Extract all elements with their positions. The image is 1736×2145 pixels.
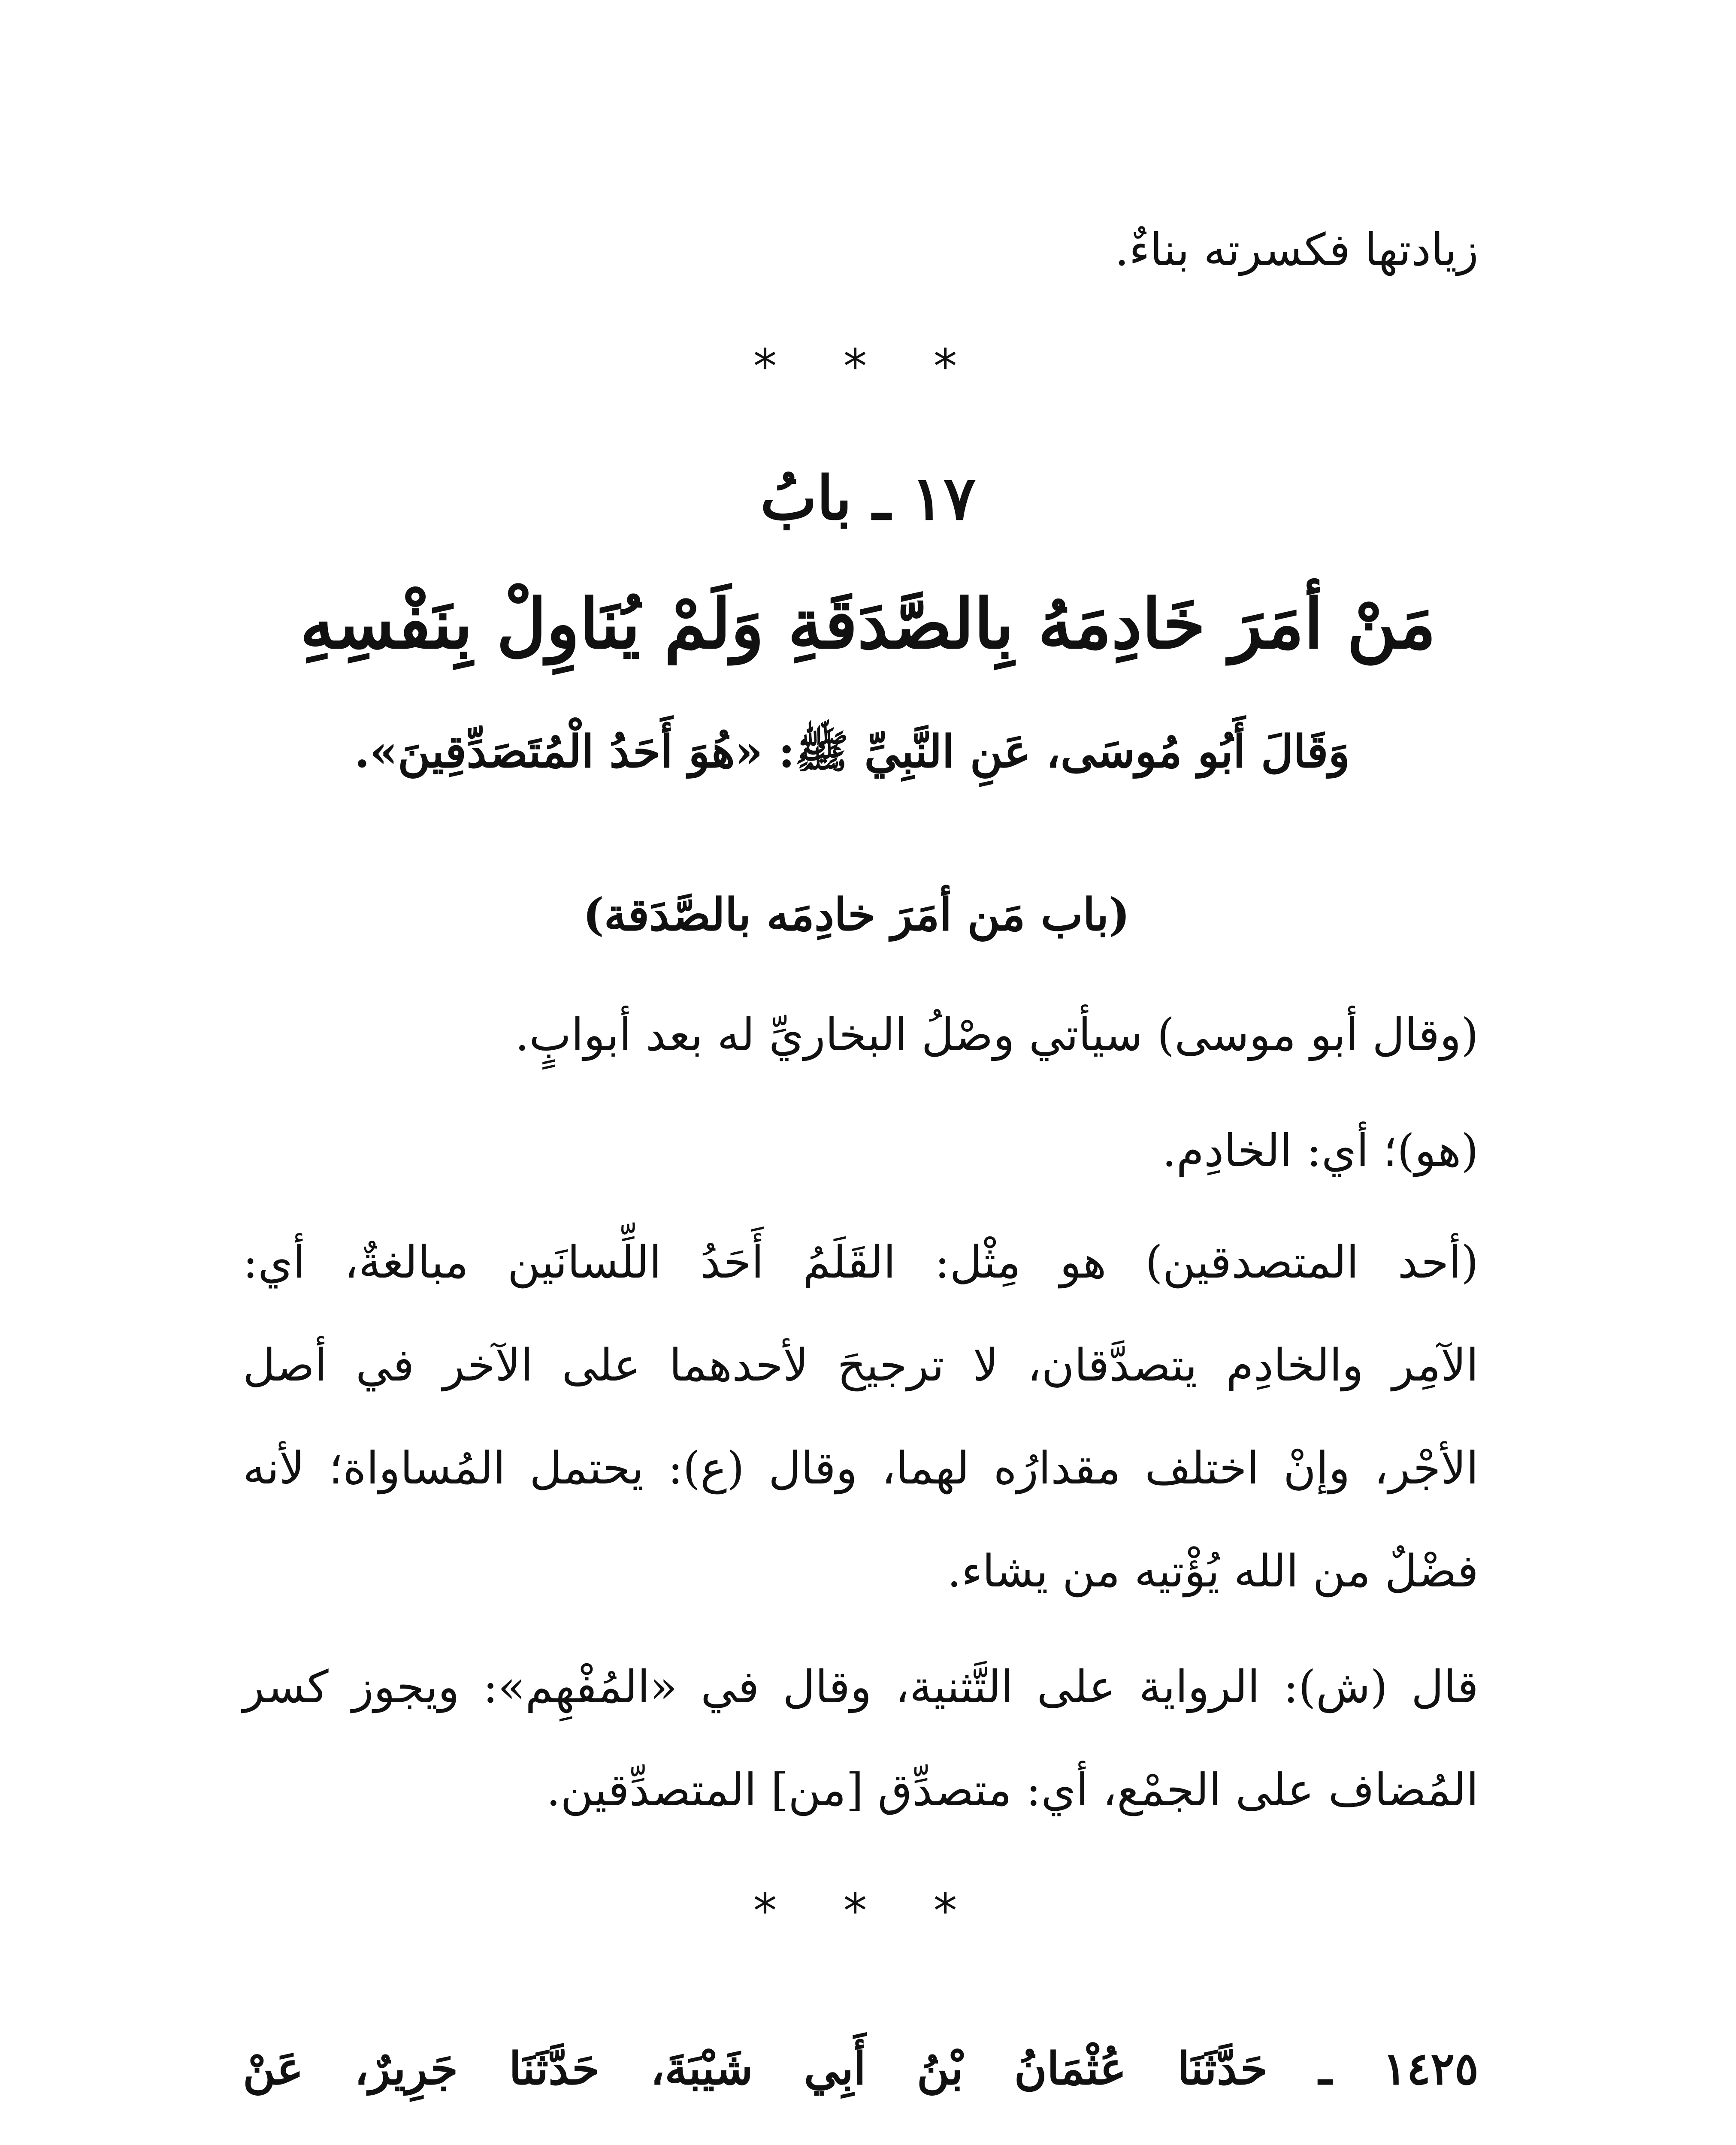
continuation-line: زيادتها فكسرته بناءٌ.: [1115, 224, 1479, 276]
commentary-paragraph-3-line: الأجْر، وإنْ اختلف مقدارُه لهما، وقال (ع): يحتمل المُساواة؛ لأنه: [243, 1442, 1479, 1494]
hadith-intro: وَقَالَ أَبُو مُوسَى، عَنِ النَّبِيِّ ﷺ: «هُوَ أَحَدُ الْمُتَصَدِّقِينَ».: [354, 725, 1350, 778]
chapter-title: مَنْ أمَرَ خَادِمَهُ بِالصَّدَقَةِ وَلَمْ يُنَاوِلْ بِنَفْسِهِ: [300, 583, 1436, 664]
chapter-number: ١٧ ـ بابُ: [760, 463, 976, 534]
commentary-paragraph-3-line: (أحد المتصدقين) هو مِثْل: القَلَمُ أَحَدُ اللِّسانَين مبالغةٌ، أي:: [243, 1236, 1479, 1288]
commentary-heading: (باب مَن أمَرَ خادِمَه بالصَّدَقة): [583, 888, 1130, 941]
commentary-paragraph-3-line: فضْلٌ من الله يُؤْتيه من يشاء.: [947, 1545, 1479, 1597]
commentary-paragraph-3-line: الآمِر والخادِم يتصدَّقان، لا ترجيحَ لأحدهما على الآخر في أصل: [243, 1339, 1479, 1391]
commentary-paragraph-1: (وقال أبو موسى) سيأتي وصْلُ البخاريِّ له بعد أبوابٍ.: [515, 1009, 1479, 1061]
commentary-paragraph-2: (هو)؛ أي: الخادِم.: [1162, 1124, 1479, 1177]
commentary-paragraph-4-line: المُضاف على الجمْع، أي: متصدِّق [من] المتصدِّقين.: [546, 1764, 1479, 1816]
section-separator: * * *: [753, 339, 983, 394]
commentary-paragraph-4-line: قال (ش): الرواية على التَّثنية، وقال في «المُفْهِم»: ويجوز كسر: [243, 1661, 1479, 1713]
hadith-line: ١٤٢٥ ـ حَدَّثَنَا عُثْمَانُ بْنُ أَبِي شَيْبَةَ، حَدَّثَنَا جَرِيرٌ، عَنْ: [243, 2042, 1479, 2095]
section-separator: * * *: [753, 1883, 983, 1938]
